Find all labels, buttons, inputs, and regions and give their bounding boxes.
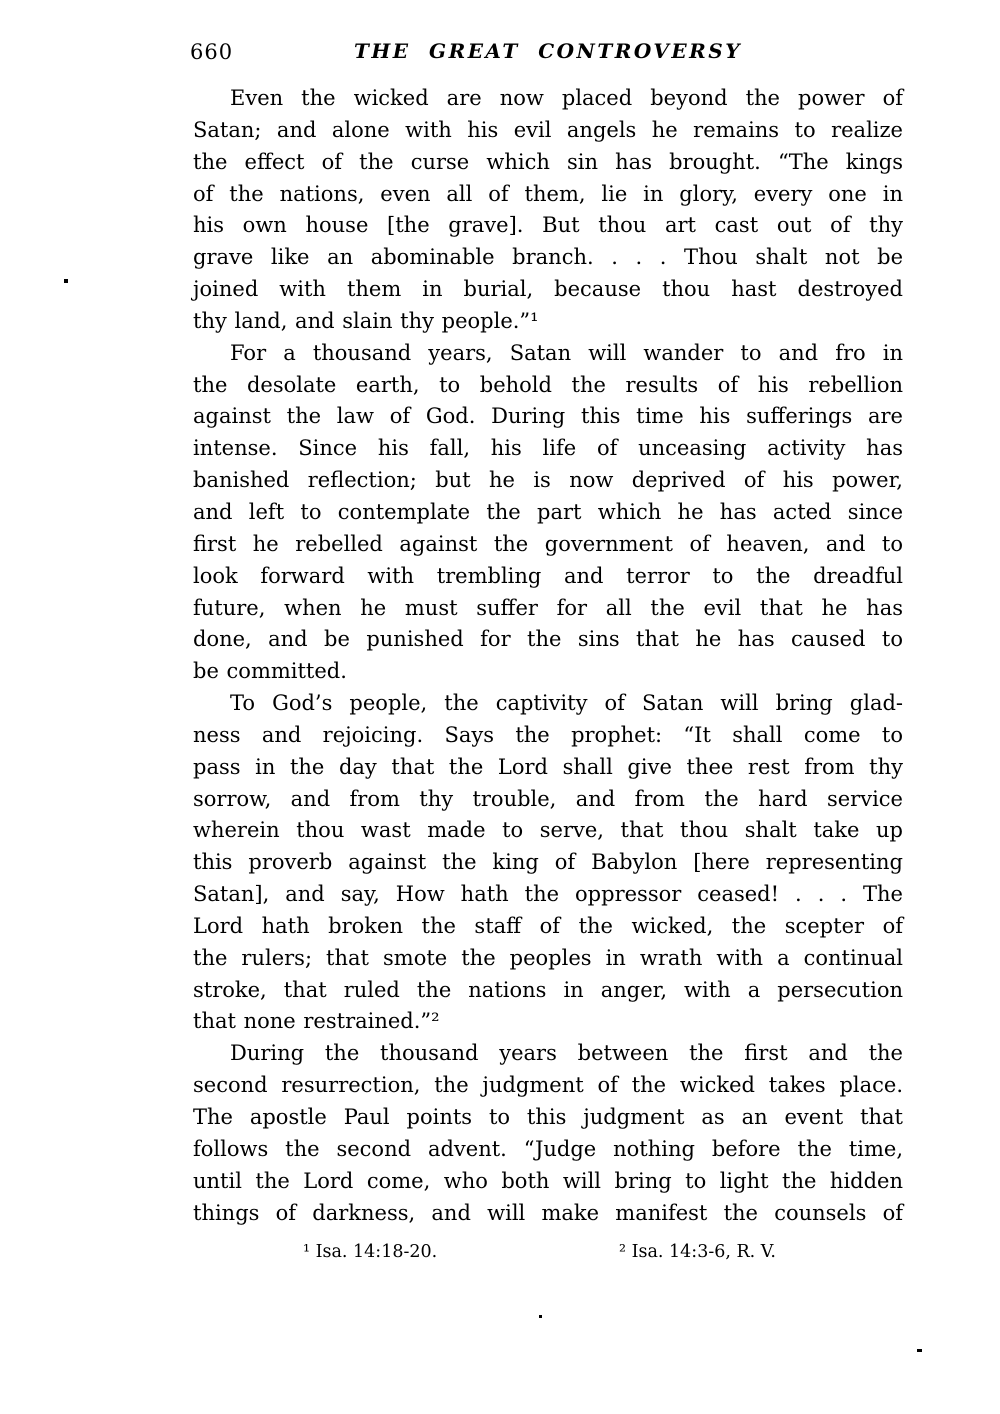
text-line: To God’s people, the captivity of Satan will bring glad-: [230, 691, 903, 716]
text-line: stroke, that ruled the nations in anger, with a persecution: [193, 977, 903, 1002]
text-line: and left to contemplate the part which he has acted since: [193, 499, 903, 524]
text-line: Lord hath broken the staff of the wicked, the scepter of: [193, 913, 903, 938]
text-line: follows the second advent. “Judge nothing before the time,: [193, 1136, 903, 1161]
text-line: pass in the day that the Lord shall give thee rest from thy: [193, 754, 903, 779]
text-line: ness and rejoicing. Says the prophet: “It shall come to: [193, 722, 903, 747]
scan-speck: [64, 279, 68, 283]
text-line: this proverb against the king of Babylon [here representing: [193, 850, 903, 875]
page-header: [190, 38, 903, 68]
text-line: thy land, and slain thy people.”¹: [193, 308, 539, 333]
text-line: banished reflection; but he is now deprived of his power,: [193, 468, 903, 493]
text-line: Even the wicked are now placed beyond the power of: [230, 86, 903, 110]
text-line: his own house [the grave]. But thou art cast out of thy: [193, 213, 903, 238]
text-line: joined with them in burial, because thou hast destroyed: [193, 277, 903, 302]
text-line: done, and be punished for the sins that he has caused to: [193, 627, 903, 652]
body-text: [193, 83, 903, 1229]
text-line: until the Lord come, who both will bring to light the hidden: [193, 1168, 903, 1193]
text-line: be committed.: [193, 659, 347, 684]
text-line: things of darkness, and will make manifest the counsels of: [193, 1200, 903, 1225]
text-line: the effect of the curse which sin has brought. “The kings: [193, 149, 903, 174]
text-line: During the thousand years between the first and the: [230, 1041, 903, 1066]
text-line: second resurrection, the judgment of the wicked takes place.: [193, 1073, 903, 1098]
text-line: grave like an abominable branch. . . . Thou shalt not be: [193, 245, 903, 270]
text-line: Satan; and alone with his evil angels he remains to realize: [193, 117, 903, 142]
text-line: future, when he must suffer for all the evil that he has: [193, 595, 903, 620]
scan-speck: [917, 1349, 922, 1352]
text-line: wherein thou wast made to serve, that thou shalt take up: [193, 818, 903, 843]
text-line: Satan], and say, How hath the oppressor ceased! . . . The: [193, 882, 903, 907]
text-line: intense. Since his fall, his life of unceasing activity has: [193, 436, 903, 461]
text-line: the rulers; that smote the peoples in wrath with a continual: [193, 945, 903, 970]
text-line: the desolate earth, to behold the results of his rebellion: [193, 372, 903, 397]
text-line: sorrow, and from thy trouble, and from the hard service: [193, 786, 903, 811]
text-line: look forward with trembling and terror to the dreadful: [193, 563, 903, 588]
scan-speck: [539, 1315, 542, 1318]
running-head: THE GREAT CONTROVERSY: [354, 39, 742, 63]
text-line: The apostle Paul points to this judgment as an event that: [193, 1105, 903, 1129]
text-line: of the nations, even all of them, lie in glory, every one in: [193, 181, 903, 206]
text-line: that none restrained.”²: [193, 1009, 440, 1034]
footnotes-section: [193, 1242, 903, 1266]
footnote-1: ¹ Isa. 14:18-20.: [303, 1242, 438, 1262]
page-number: 660: [190, 40, 234, 64]
footnote-2: ² Isa. 14:3-6, R. V.: [619, 1242, 776, 1262]
text-line: For a thousand years, Satan will wander to and fro in: [230, 340, 903, 365]
text-line: first he rebelled against the government of heaven, and to: [193, 531, 903, 556]
text-line: against the law of God. During this time his sufferings are: [193, 404, 903, 429]
